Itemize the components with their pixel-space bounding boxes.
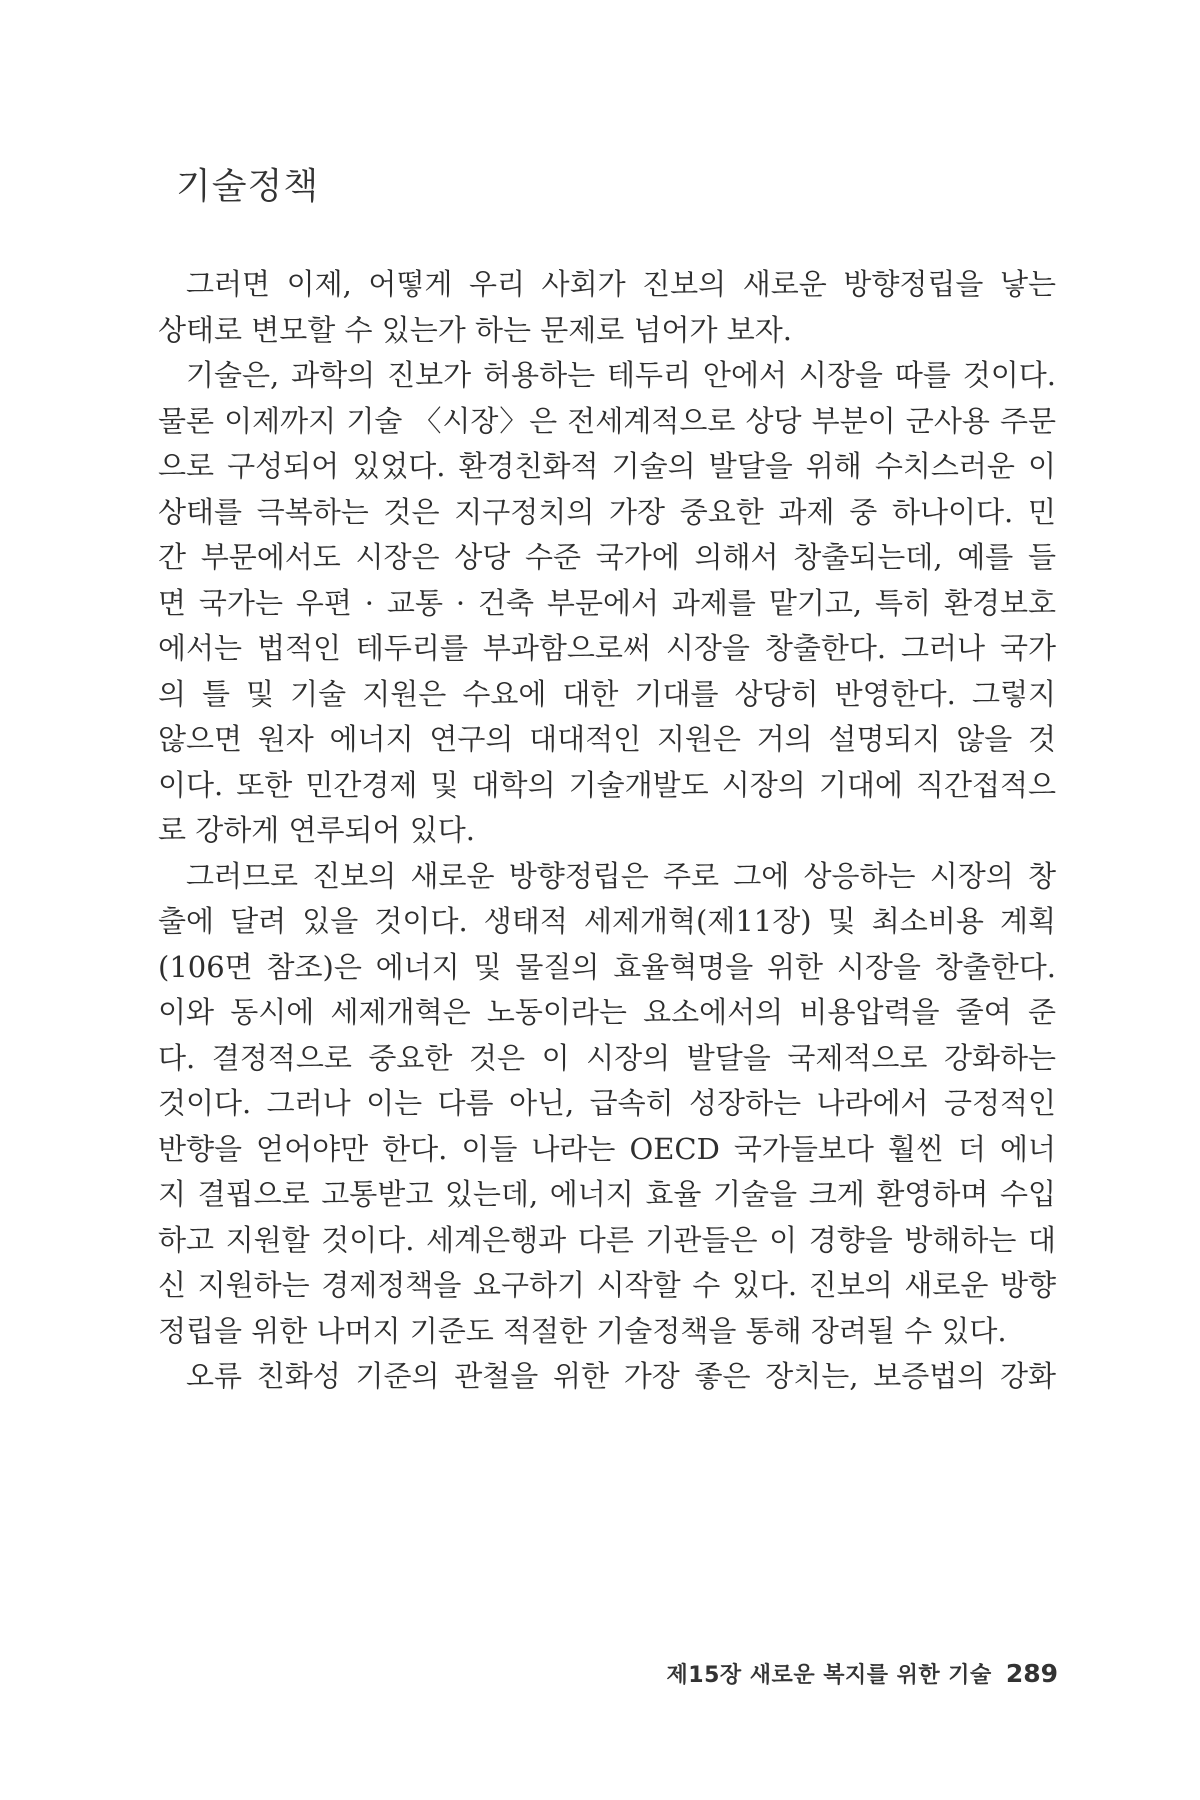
text-line: 그러므로 진보의 새로운 방향정립은 주로 그에 상응하는 시장의 창 bbox=[186, 858, 1056, 893]
section-heading: 기술정책 bbox=[176, 166, 320, 207]
text-line: 하고 지원할 것이다. 세계은행과 다른 기관들은 이 경향을 방해하는 대 bbox=[158, 1222, 1056, 1257]
page-footer bbox=[667, 1658, 1058, 1689]
text-line: 오류 친화성 기준의 관철을 위한 가장 좋은 장치는, 보증법의 강화 bbox=[186, 1359, 1056, 1393]
text-line: 로 강하게 연루되어 있다. bbox=[158, 813, 476, 847]
text-line: (106면 참조)은 에너지 및 물질의 효율혁명을 위한 시장을 창출한다. bbox=[158, 949, 1056, 984]
text-line: 의 틀 및 기술 지원은 수요에 대한 기대를 상당히 반영한다. 그렇지 bbox=[158, 676, 1056, 711]
text-line: 반향을 얻어야만 한다. 이들 나라는 OECD 국가들보다 훨씬 더 에너 bbox=[158, 1131, 1056, 1166]
text-line: 에서는 법적인 테두리를 부과함으로써 시장을 창출한다. 그러나 국가 bbox=[158, 631, 1056, 665]
text-line: 그러면 이제, 어떻게 우리 사회가 진보의 새로운 방향정립을 낳는 bbox=[186, 267, 1056, 301]
text-line: 다. 결정적으로 중요한 것은 이 시장의 발달을 국제적으로 강화하는 bbox=[158, 1040, 1056, 1075]
page-number: 289 bbox=[1005, 1659, 1058, 1688]
text-line: 상태로 변모할 수 있는가 하는 문제로 넘어가 보자. bbox=[158, 312, 793, 347]
text-line: 지 결핍으로 고통받고 있는데, 에너지 효율 기술을 크게 환영하며 수입 bbox=[158, 1177, 1056, 1211]
text-line: 이다. 또한 민간경제 및 대학의 기술개발도 시장의 기대에 직간접적으 bbox=[158, 767, 1056, 802]
text-line: 상태를 극복하는 것은 지구정치의 가장 중요한 과제 중 하나이다. 민 bbox=[158, 494, 1056, 529]
text-line: 물론 이제까지 기술 〈시장〉은 전세계적으로 상당 부분이 군사용 주문 bbox=[158, 403, 1056, 438]
text-line: 이와 동시에 세제개혁은 노동이라는 요소에서의 비용압력을 줄여 준 bbox=[158, 995, 1056, 1029]
text-line: 면 국가는 우편 · 교통 · 건축 부문에서 과제를 맡기고, 특히 환경보호 bbox=[158, 585, 1056, 620]
text-line: 것이다. 그러나 이는 다름 아닌, 급속히 성장하는 나라에서 긍정적인 bbox=[158, 1086, 1056, 1120]
text-line: 신 지원하는 경제정책을 요구하기 시작할 수 있다. 진보의 새로운 방향 bbox=[158, 1268, 1056, 1302]
text-line: 기술은, 과학의 진보가 허용하는 테두리 안에서 시장을 따를 것이다. bbox=[186, 358, 1056, 392]
text-line: 으로 구성되어 있었다. 환경친화적 기술의 발달을 위해 수치스러운 이 bbox=[158, 449, 1056, 483]
text-line: 정립을 위한 나머지 기준도 적절한 기술정책을 통해 장려될 수 있다. bbox=[158, 1313, 1007, 1348]
text-line: 않으면 원자 에너지 연구의 대대적인 지원은 거의 설명되지 않을 것 bbox=[158, 722, 1056, 756]
text-line: 출에 달려 있을 것이다. 생태적 세제개혁(제11장) 및 최소비용 계획 bbox=[158, 904, 1056, 938]
body-text bbox=[158, 262, 1056, 1400]
text-line: 간 부문에서도 시장은 상당 수준 국가에 의해서 창출되는데, 예를 들 bbox=[158, 540, 1056, 574]
running-chapter-title: 제15장 새로운 복지를 위한 기술 bbox=[666, 1663, 992, 1688]
